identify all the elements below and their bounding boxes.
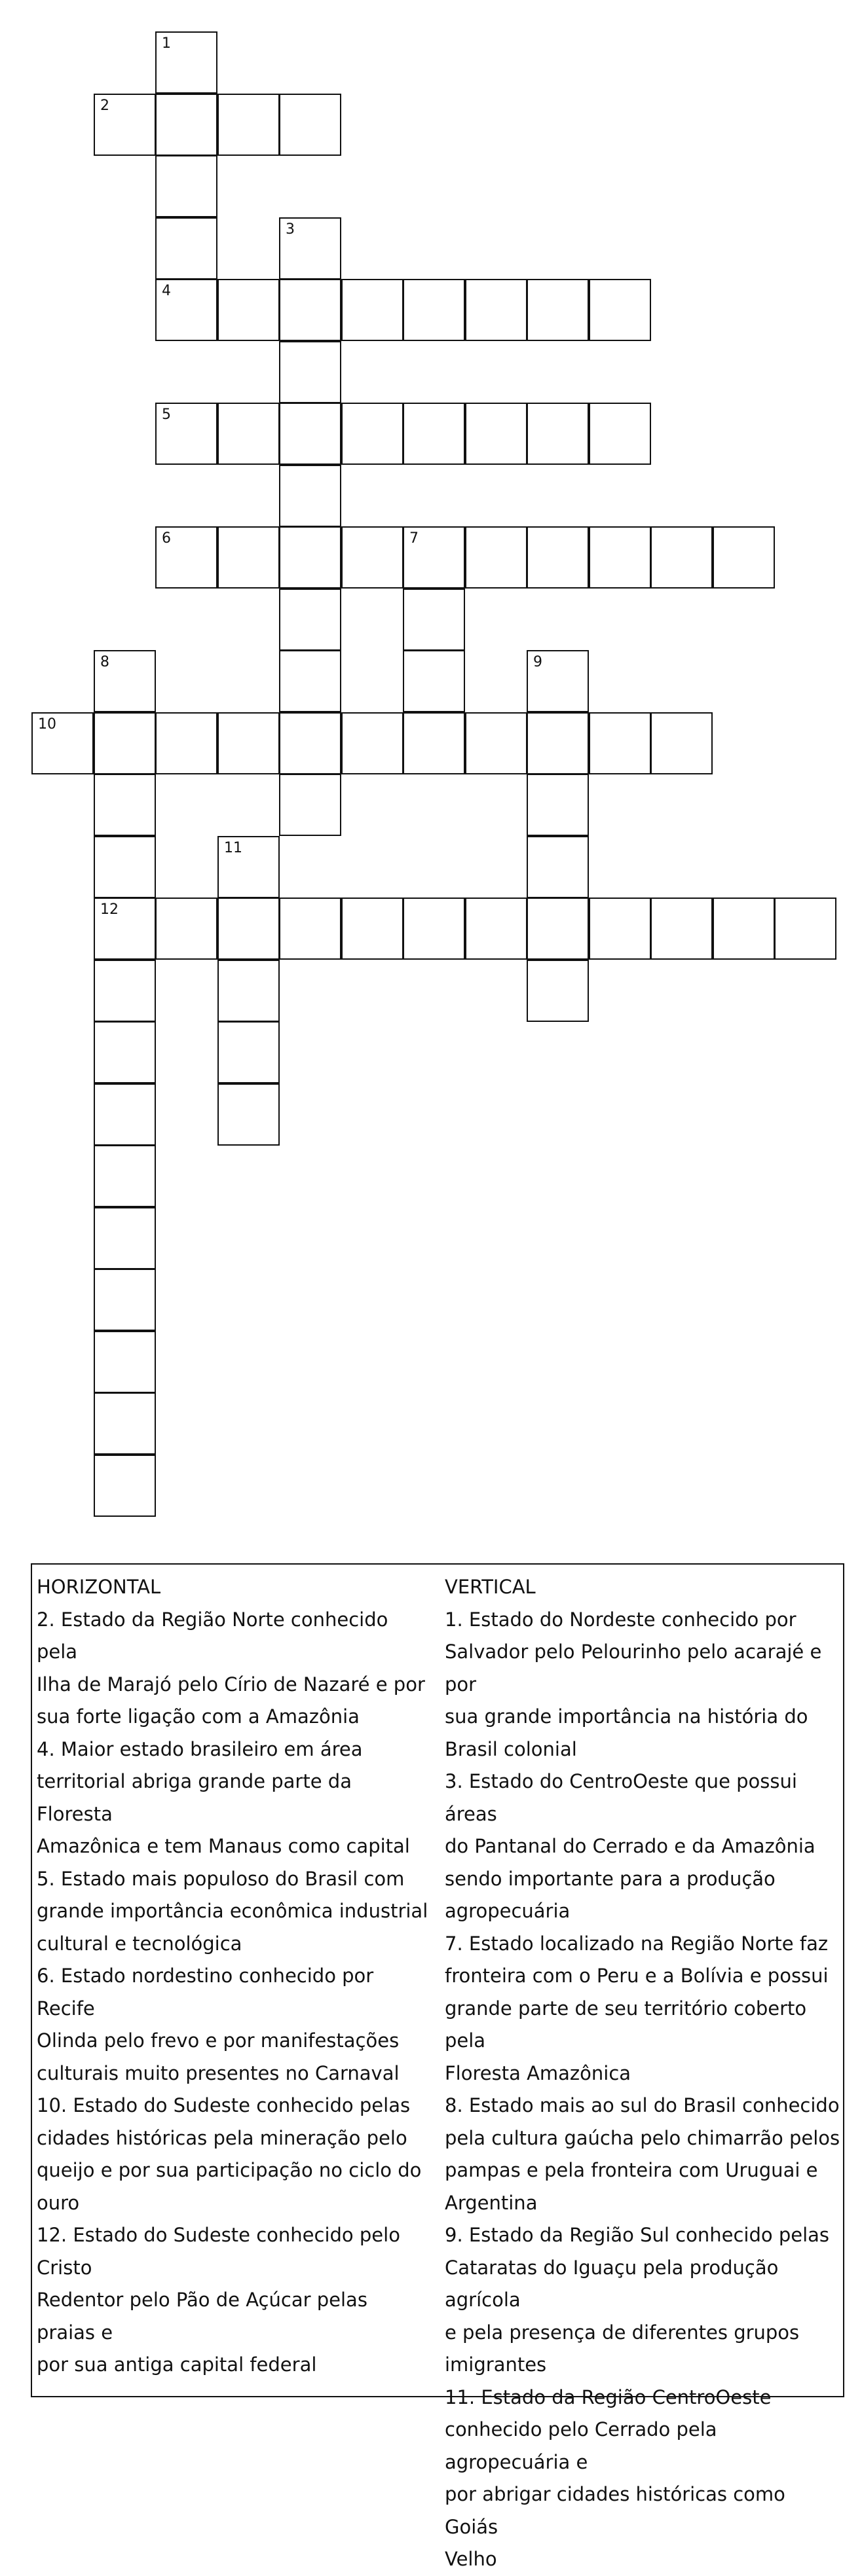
vertical-clue-line: 7. Estado localizado na Região Norte faz <box>445 1932 829 1955</box>
grid-cell[interactable] <box>279 403 341 465</box>
horizontal-clue-line: ouro <box>37 2191 80 2214</box>
vertical-clue-line: e pela presença de diferentes grupos <box>445 2321 800 2344</box>
grid-cell[interactable] <box>465 898 527 960</box>
grid-cell[interactable] <box>94 1392 156 1455</box>
vertical-clue-line: agropecuária <box>445 1900 571 1922</box>
horizontal-clue-line: 4. Maior estado brasileiro em área <box>37 1737 363 1760</box>
grid-cell[interactable] <box>155 31 217 94</box>
grid-cell[interactable] <box>279 774 341 836</box>
grid-cell[interactable] <box>403 589 465 651</box>
grid-cell[interactable] <box>94 898 156 960</box>
vertical-clue-line: Salvador pelo Pelourinho pelo acarajé e por <box>445 1641 822 1696</box>
grid-cell[interactable] <box>94 1207 156 1269</box>
vertical-clue-line: fronteira com o Peru e a Bolívia e possui <box>445 1965 829 1987</box>
grid-cell[interactable] <box>403 526 465 589</box>
grid-cell[interactable] <box>341 403 403 465</box>
horizontal-clue-line: Ilha de Marajó pelo Círio de Nazaré e por <box>37 1673 425 1696</box>
grid-cell[interactable] <box>279 279 341 341</box>
grid-cell[interactable] <box>155 526 217 589</box>
vertical-clue-line: Floresta Amazônica <box>445 2061 631 2084</box>
clue-number: 4 <box>162 283 171 299</box>
horizontal-heading: HORIZONTAL <box>37 1576 161 1598</box>
horizontal-clue-line: cidades históricas pela mineração pelo <box>37 2126 407 2149</box>
horizontal-clue-line: 10. Estado do Sudeste conhecido pelas <box>37 2094 411 2116</box>
grid-cell[interactable] <box>589 898 651 960</box>
grid-cell[interactable] <box>217 279 280 341</box>
clues-box <box>31 1563 844 2570</box>
grid-cell[interactable] <box>155 712 217 774</box>
grid-cell[interactable] <box>217 836 280 898</box>
horizontal-clue-line: Redentor pelo Pão de Açúcar pelas praias e <box>37 2289 367 2344</box>
grid-cell[interactable] <box>94 1269 156 1331</box>
clue-number: 10 <box>38 716 56 733</box>
grid-cell[interactable] <box>527 279 589 341</box>
clue-number: 6 <box>162 530 171 547</box>
grid-cell[interactable] <box>650 898 713 960</box>
vertical-clue-line: 9. Estado da Região Sul conhecido pelas <box>445 2224 830 2246</box>
vertical-clue-line: imigrantes <box>445 2353 547 2376</box>
grid-cell[interactable] <box>527 526 589 589</box>
horizontal-clue-line: por sua antiga capital federal <box>37 2353 317 2376</box>
horizontal-clue-line: 5. Estado mais populoso do Brasil com <box>37 1867 405 1890</box>
vertical-heading: VERTICAL <box>445 1576 536 1598</box>
grid-cell[interactable] <box>217 1021 280 1083</box>
vertical-clue-line: sua grande importância na história do <box>445 1705 808 1728</box>
grid-cell[interactable] <box>279 94 341 156</box>
grid-cell[interactable] <box>279 526 341 589</box>
clue-number: 11 <box>224 840 242 856</box>
grid-cell[interactable] <box>713 526 775 589</box>
clue-number: 9 <box>533 654 542 670</box>
grid-cell[interactable] <box>217 960 280 1022</box>
vertical-clue-line: Velho <box>445 2548 497 2570</box>
horizontal-clue-line: grande importância econômica industrial <box>37 1900 428 1922</box>
grid-cell[interactable] <box>31 712 94 774</box>
vertical-clue-line: 1. Estado do Nordeste conhecido por <box>445 1608 796 1631</box>
horizontal-clue-line: sua forte ligação com a Amazônia <box>37 1705 360 1728</box>
clue-number: 1 <box>162 35 171 52</box>
grid-cell[interactable] <box>279 217 341 280</box>
grid-cell[interactable] <box>94 774 156 836</box>
vertical-clue-line: por abrigar cidades históricas como Goiás <box>445 2483 785 2538</box>
grid-cell[interactable] <box>341 898 403 960</box>
horizontal-clue-line: 12. Estado do Sudeste conhecido pelo Cristo <box>37 2224 400 2279</box>
horizontal-clue-line: 2. Estado da Região Norte conhecido pela <box>37 1608 388 1663</box>
grid-cell[interactable] <box>465 712 527 774</box>
grid-cell[interactable] <box>341 712 403 774</box>
vertical-clue-line: sendo importante para a produção <box>445 1867 776 1890</box>
grid-cell[interactable] <box>94 712 156 774</box>
grid-cell[interactable] <box>94 960 156 1022</box>
grid-cell[interactable] <box>94 94 156 156</box>
vertical-clue-line: Argentina <box>445 2191 538 2214</box>
grid-cell[interactable] <box>527 774 589 836</box>
grid-cell[interactable] <box>217 898 280 960</box>
horizontal-clue-line: queijo e por sua participação no ciclo do <box>37 2159 422 2181</box>
grid-cell[interactable] <box>589 712 651 774</box>
grid-cell[interactable] <box>527 960 589 1022</box>
vertical-clue-line: do Pantanal do Cerrado e da Amazônia <box>445 1835 815 1857</box>
grid-cell[interactable] <box>94 836 156 898</box>
grid-cell[interactable] <box>403 712 465 774</box>
grid-cell[interactable] <box>774 898 836 960</box>
grid-cell[interactable] <box>94 1021 156 1083</box>
grid-cell[interactable] <box>155 94 217 156</box>
grid-cell[interactable] <box>217 526 280 589</box>
grid-cell[interactable] <box>650 526 713 589</box>
grid-cell[interactable] <box>713 898 775 960</box>
grid-cell[interactable] <box>155 898 217 960</box>
vertical-clue-line: Brasil colonial <box>445 1737 577 1760</box>
horizontal-clue-line: territorial abriga grande parte da Floresta <box>37 1770 352 1825</box>
grid-cell[interactable] <box>527 403 589 465</box>
grid-cell[interactable] <box>465 526 527 589</box>
grid-cell[interactable] <box>341 279 403 341</box>
grid-cell[interactable] <box>279 341 341 403</box>
grid-cell[interactable] <box>94 1083 156 1146</box>
vertical-clue-line: Cataratas do Iguaçu pela produção agrícola <box>445 2256 779 2311</box>
grid-cell[interactable] <box>94 1145 156 1207</box>
grid-cell[interactable] <box>155 217 217 280</box>
grid-cell[interactable] <box>279 712 341 774</box>
clue-number: 3 <box>286 221 295 238</box>
clue-number: 8 <box>100 654 109 670</box>
grid-cell[interactable] <box>279 465 341 527</box>
grid-cell[interactable] <box>527 836 589 898</box>
grid-cell[interactable] <box>527 898 589 960</box>
grid-cell[interactable] <box>155 279 217 341</box>
grid-cell[interactable] <box>155 403 217 465</box>
grid-cell[interactable] <box>94 650 156 712</box>
grid-cell[interactable] <box>94 1331 156 1393</box>
grid-cell[interactable] <box>403 650 465 712</box>
grid-cell[interactable] <box>94 1455 156 1517</box>
grid-cell[interactable] <box>527 650 589 712</box>
grid-cell[interactable] <box>279 898 341 960</box>
grid-cell[interactable] <box>279 589 341 651</box>
grid-cell[interactable] <box>217 403 280 465</box>
grid-cell[interactable] <box>650 712 713 774</box>
grid-cell[interactable] <box>155 155 217 217</box>
vertical-clue-line: 3. Estado do CentroOeste que possui áreas <box>445 1770 797 1825</box>
vertical-clue-line: 11. Estado da Região CentroOeste <box>445 2386 772 2408</box>
vertical-clue-line: grande parte de seu território coberto pela <box>445 1997 807 2052</box>
grid-cell[interactable] <box>589 403 651 465</box>
grid-cell[interactable] <box>217 94 280 156</box>
grid-cell[interactable] <box>403 898 465 960</box>
horizontal-clue-line: culturais muito presentes no Carnaval <box>37 2061 400 2084</box>
grid-cell[interactable] <box>279 650 341 712</box>
horizontal-clue-line: 6. Estado nordestino conhecido por Recife <box>37 1965 374 2020</box>
horizontal-clue-line: cultural e tecnológica <box>37 1932 242 1955</box>
clue-number: 5 <box>162 407 171 423</box>
clue-number: 12 <box>100 901 119 918</box>
grid-cell[interactable] <box>341 526 403 589</box>
horizontal-clues <box>37 1571 430 2382</box>
vertical-clue-line: pela cultura gaúcha pelo chimarrão pelos <box>445 2126 840 2149</box>
grid-cell[interactable] <box>589 279 651 341</box>
grid-cell[interactable] <box>403 279 465 341</box>
vertical-clues <box>445 1571 840 2576</box>
horizontal-clue-line: Amazônica e tem Manaus como capital <box>37 1835 410 1857</box>
vertical-clue-line: 8. Estado mais ao sul do Brasil conhecido <box>445 2094 840 2116</box>
horizontal-clue-line: Olinda pelo frevo e por manifestações <box>37 2029 400 2052</box>
grid-cell[interactable] <box>217 1083 280 1146</box>
grid-cell[interactable] <box>465 279 527 341</box>
grid-cell[interactable] <box>217 712 280 774</box>
grid-cell[interactable] <box>527 712 589 774</box>
vertical-clue-line: pampas e pela fronteira com Uruguai e <box>445 2159 818 2181</box>
grid-cell[interactable] <box>589 526 651 589</box>
grid-cell[interactable] <box>465 403 527 465</box>
clue-number: 7 <box>409 530 419 547</box>
clue-number: 2 <box>100 98 109 114</box>
grid-cell[interactable] <box>403 403 465 465</box>
vertical-clue-line: conhecido pelo Cerrado pela agropecuária e <box>445 2418 717 2473</box>
